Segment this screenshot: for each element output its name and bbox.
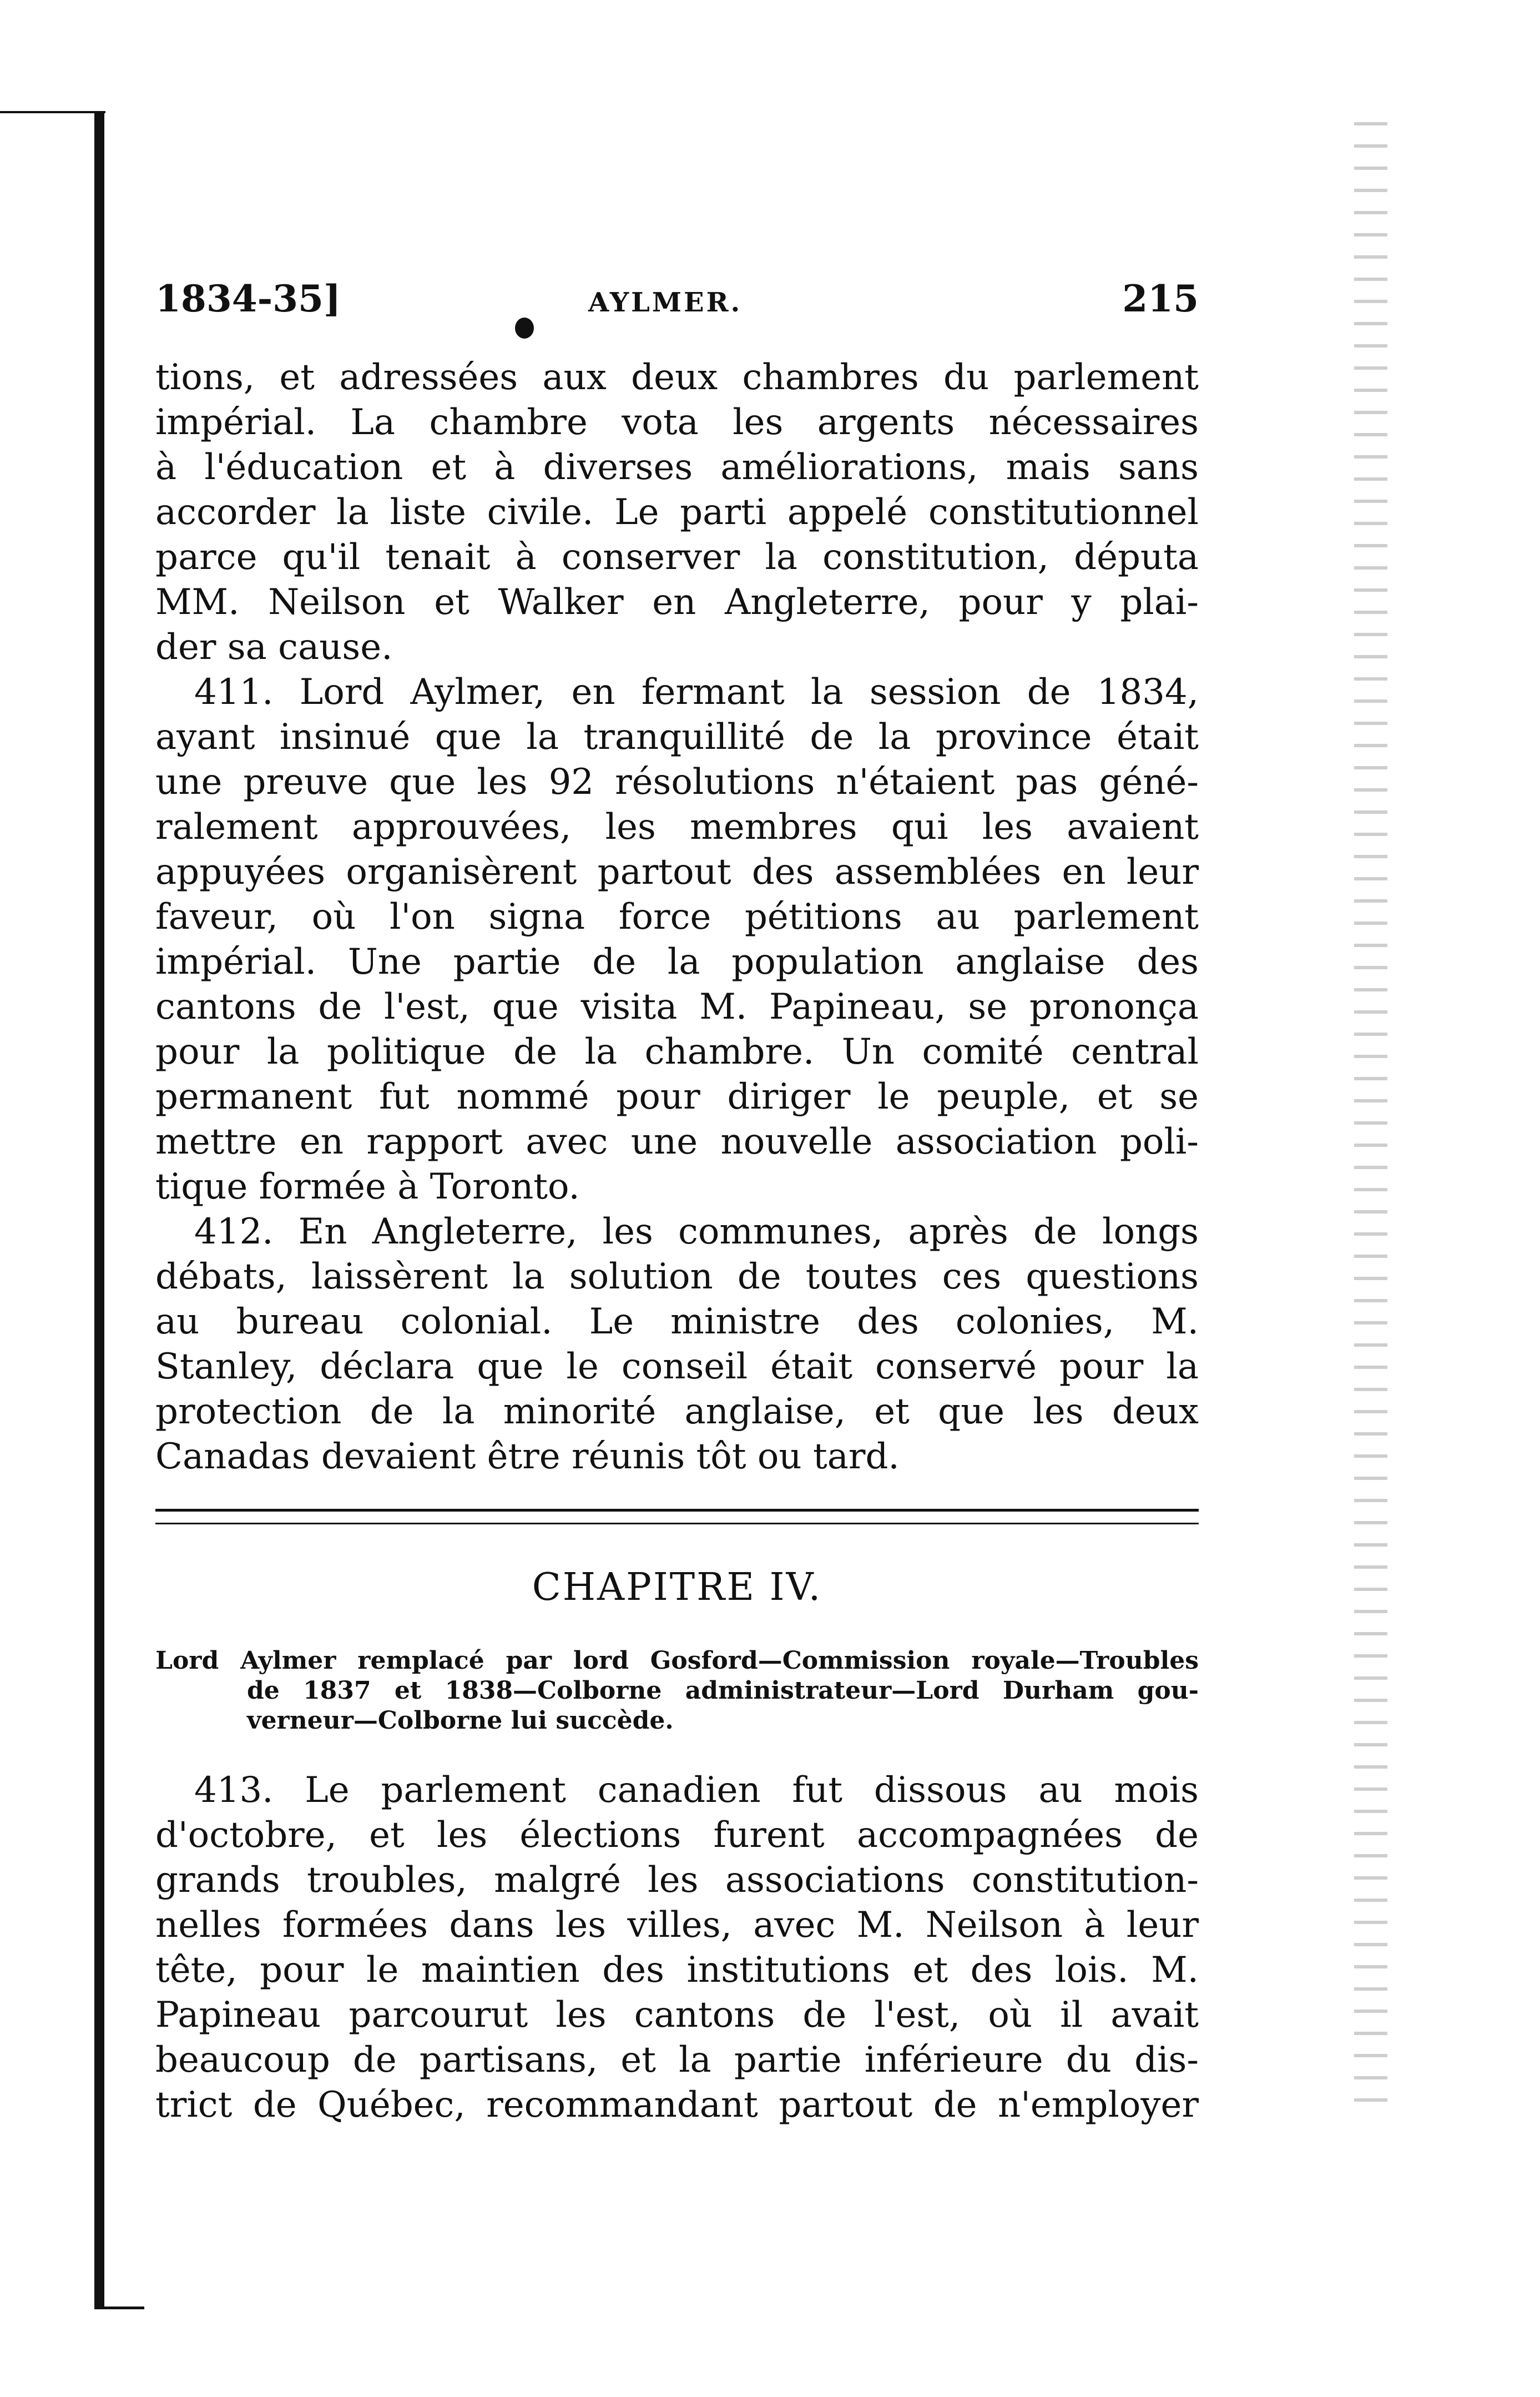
summary-line: verneur—Colborne lui succède.: [247, 1706, 674, 1735]
text-line: Canadas devaient être réunis tôt ou tard.: [155, 1436, 900, 1477]
paragraph-continuation: [155, 355, 1199, 670]
scan-mark-top: [0, 111, 105, 113]
text-line: permanent fut nommé pour diriger le peuple, et se: [155, 1076, 1199, 1117]
text-line: tions, et adressées aux deux chambres du parlement: [155, 357, 1199, 398]
scan-mark-bottom: [94, 2307, 144, 2309]
text-line: tête, pour le maintien des institutions et des lois. M.: [155, 1950, 1199, 1991]
text-line: appuyées organisèrent partout des assemblées en leur: [155, 852, 1199, 893]
text-line: pour la politique de la chambre. Un comité central: [155, 1031, 1199, 1072]
text-line: au bureau colonial. Le ministre des colonies, M.: [155, 1301, 1199, 1342]
text-line: der sa cause.: [155, 627, 393, 668]
text-line: ayant insinué que la tranquillité de la province était: [155, 717, 1199, 758]
text-line: 411. Lord Aylmer, en fermant la session de 1834,: [194, 672, 1199, 713]
text-line: protection de la minorité anglaise, et que les deux: [155, 1391, 1199, 1432]
paragraph-411: [155, 670, 1199, 1210]
page-number: 215: [1122, 277, 1199, 320]
header-title: AYLMER.: [588, 287, 743, 318]
running-header: [155, 277, 1199, 341]
text-line: tique formée à Toronto.: [155, 1166, 580, 1207]
paragraph-412: [155, 1210, 1199, 1479]
text-line: débats, laissèrent la solution de toutes ces questions: [155, 1256, 1199, 1297]
text-line: mettre en rapport avec une nouvelle association poli-: [155, 1121, 1199, 1162]
text-line: cantons de l'est, que visita M. Papineau, se prononça: [155, 986, 1199, 1028]
header-years: 1834-35]: [155, 277, 341, 320]
summary-line: de 1837 et 1838—Colborne administrateur—Lord Durham gou-: [247, 1676, 1199, 1705]
text-line: parce qu'il tenait à conserver la constitution, députa: [155, 537, 1199, 578]
text-line: nelles formées dans les villes, avec M. Neilson à leur: [155, 1905, 1199, 1946]
text-line: à l'éducation et à diverses améliorations, mais sans: [155, 447, 1199, 488]
chapter-summary: [155, 1646, 1199, 1736]
section-divider: [155, 1509, 1199, 1524]
text-line: faveur, où l'on signa force pétitions au parlement: [155, 897, 1199, 938]
text-line: une preuve que les 92 résolutions n'étaient pas géné-: [155, 762, 1199, 803]
text-line: impérial. La chambre vota les argents nécessaires: [155, 402, 1199, 443]
text-line: 413. Le parlement canadien fut dissous au mois: [194, 1770, 1199, 1811]
text-line: trict de Québec, recommandant partout de n'employer: [155, 2084, 1199, 2126]
paragraph-413: [155, 1768, 1199, 2128]
text-line: 412. En Angleterre, les communes, après de longs: [194, 1211, 1199, 1252]
chapter-title: CHAPITRE IV.: [532, 1565, 822, 1609]
text-line: MM. Neilson et Walker en Angleterre, pour y plai-: [155, 582, 1199, 623]
text-line: impérial. Une partie de la population anglaise des: [155, 941, 1199, 983]
summary-line: Lord Aylmer remplacé par lord Gosford—Commission royale—Troubles: [155, 1646, 1199, 1675]
text-line: beaucoup de partisans, et la partie inférieure du dis-: [155, 2040, 1199, 2081]
text-line: grands troubles, malgré les associations constitution-: [155, 1860, 1199, 1901]
text-line: Papineau parcourut les cantons de l'est, où il avait: [155, 1995, 1199, 2036]
text-line: Stanley, déclara que le conseil était conservé pour la: [155, 1346, 1199, 1387]
text-line: ralement approuvées, les membres qui les avaient: [155, 807, 1199, 848]
scan-noise-right: [1354, 122, 1387, 2121]
text-line: d'octobre, et les élections furent accompagnées de: [155, 1815, 1199, 1856]
page-binding-edge: [94, 111, 104, 2309]
text-line: accorder la liste civile. Le parti appelé constitutionnel: [155, 492, 1199, 533]
